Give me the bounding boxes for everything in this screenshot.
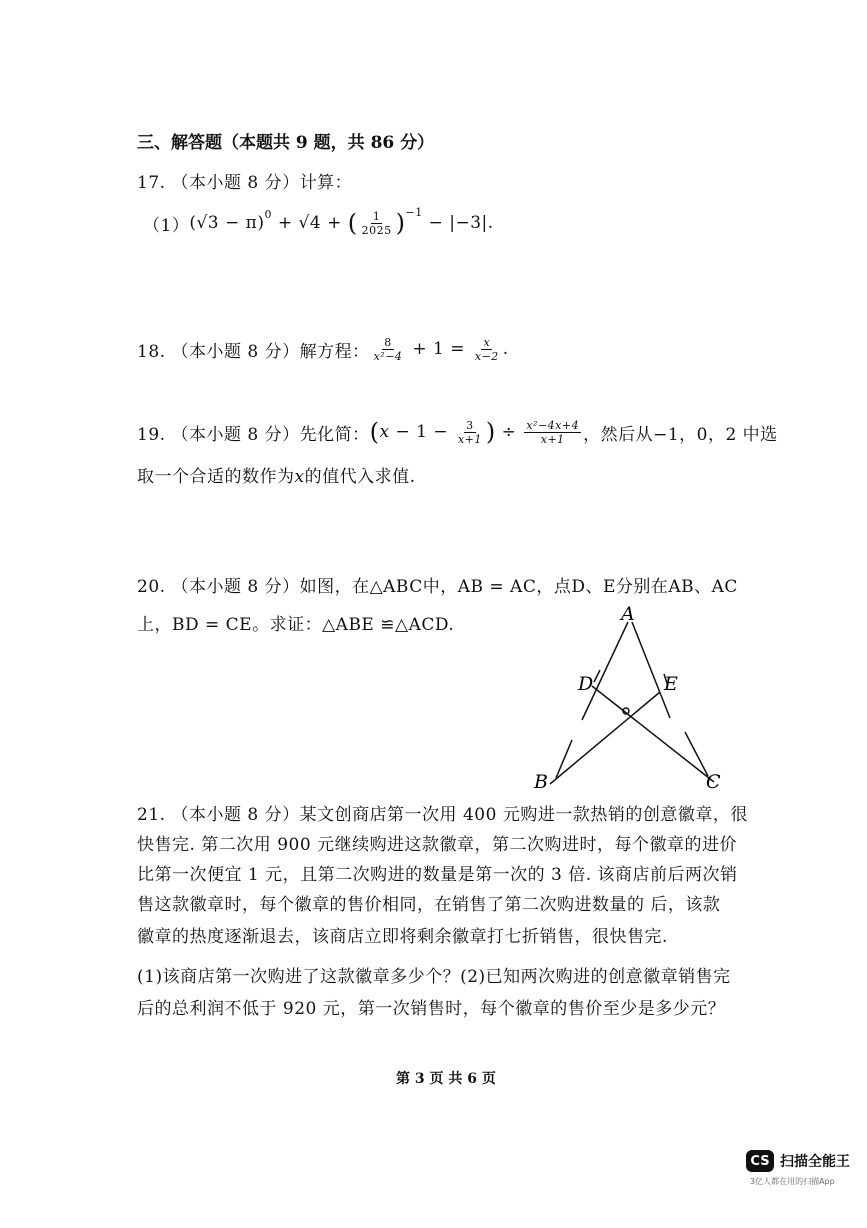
segment-be <box>550 692 660 784</box>
q18-lhs-num: 8 <box>384 335 392 349</box>
q19-line2-a: 取一个合适的数作为 <box>137 467 295 487</box>
q19-f1-den: x+1 <box>457 432 482 446</box>
q18-line <box>137 332 509 366</box>
q18-lhs-fraction <box>372 336 405 363</box>
q19-lparen: ( <box>369 418 380 446</box>
q17-fraction <box>360 210 394 237</box>
q17-part-label: （1） <box>143 215 190 236</box>
q17-frac-den: 2025 <box>361 223 392 237</box>
page-number: 第 3 页 共 6 页 <box>396 1071 496 1087</box>
q19-rparen: ) <box>485 418 496 446</box>
q19-x: x <box>379 422 390 442</box>
q19-head: 19. （本小题 8 分）先化简： <box>137 424 370 445</box>
q17-frac-num: 1 <box>372 209 381 223</box>
q21-line-1: 21. （本小题 8 分）某文创商店第一次用 400 元购进一款热销的创意徽章，很 <box>137 805 748 825</box>
q17-expr-a: (√3 − π) <box>189 213 265 233</box>
watermark-brand: 扫描全能王 <box>780 1154 850 1170</box>
q19-line2 <box>137 462 416 487</box>
q19-minus: − 1 − <box>389 422 454 442</box>
label-b: B <box>534 771 548 793</box>
tick-d <box>594 670 600 682</box>
q18-rhs-num: x <box>483 335 491 349</box>
q19-frac1 <box>456 419 484 446</box>
q19-frac2 <box>524 419 581 446</box>
q19-line2-x: x <box>294 467 305 487</box>
watermark-tagline: 3亿人都在用的扫描App <box>750 1177 835 1186</box>
q20-line2: 上，BD = CE。求证：△ABE ≌△ACD. <box>137 615 455 635</box>
label-d: D <box>578 673 594 695</box>
q21-sub-line-2: 后的总利润不低于 920 元，第一次销售时，每个徽章的售价至少是多少元？ <box>137 999 726 1019</box>
q18-lhs-den: x²−4 <box>373 349 403 363</box>
side-ab-upper <box>582 622 628 720</box>
q20-line1: 20. （本小题 8 分）如图，在△ABC中，AB = AC，点D、E分别在AB、AC <box>137 577 738 597</box>
label-e: E <box>664 673 678 695</box>
q19-f2-den: x+1 <box>540 432 565 446</box>
q18-mid: + 1 = <box>406 339 471 359</box>
q17-expression <box>143 205 494 241</box>
q19-line2-b: 的值代入求值. <box>304 467 416 487</box>
q17-exp-neg1: −1 <box>405 205 423 219</box>
q17-rparen: ) <box>395 209 406 237</box>
q17-tail: − |−3|. <box>422 213 494 233</box>
q21-line-4: 售这款徽章时，每个徽章的售价相同，在销售了第二次购进数量的 后，该款 <box>137 895 721 915</box>
q21-line-5: 徽章的热度逐渐退去，该商店立即将剩余徽章打七折销售，很快售完. <box>137 927 668 947</box>
q18-head: 18. （本小题 8 分）解方程： <box>137 341 370 362</box>
q18-rhs-fraction <box>473 336 501 363</box>
label-a: A <box>621 603 635 625</box>
q19-div: ÷ <box>495 422 523 442</box>
side-ac-upper <box>632 622 670 718</box>
label-c: C <box>706 771 721 793</box>
q18-rhs-den: x−2 <box>474 349 499 363</box>
camscanner-logo-icon: CS <box>746 1150 774 1172</box>
q19-line1 <box>137 414 778 450</box>
section-heading: 三、解答题（本题共 9 题，共 86 分） <box>137 133 435 153</box>
q18-end: . <box>502 339 509 359</box>
q17-lparen: ( <box>347 209 358 237</box>
q17-head: 17. （本小题 8 分）计算： <box>137 173 353 193</box>
q21-sub-line-1: (1)该商店第一次购进了这款徽章多少个？(2)已知两次购进的创意徽章销售完 <box>137 967 731 987</box>
q19-f1-num: 3 <box>466 418 474 432</box>
q17-exp0: 0 <box>264 207 272 221</box>
q17-plus: + √4 + <box>271 213 348 233</box>
q21-line-3: 比第一次便宜 1 元，且第二次购进的数量是第一次的 3 倍. 该商店前后两次销 <box>137 865 738 885</box>
q21-line-2: 快售完. 第二次用 900 元继续购进这款徽章，第二次购进时，每个徽章的进价 <box>137 835 738 855</box>
q19-tail: ，然后从−1，0，2 中选 <box>583 424 778 445</box>
side-ac-lower <box>685 732 708 776</box>
q19-f2-num: x²−4x+4 <box>526 418 580 432</box>
watermark <box>746 1150 850 1172</box>
triangle-figure <box>520 600 740 800</box>
